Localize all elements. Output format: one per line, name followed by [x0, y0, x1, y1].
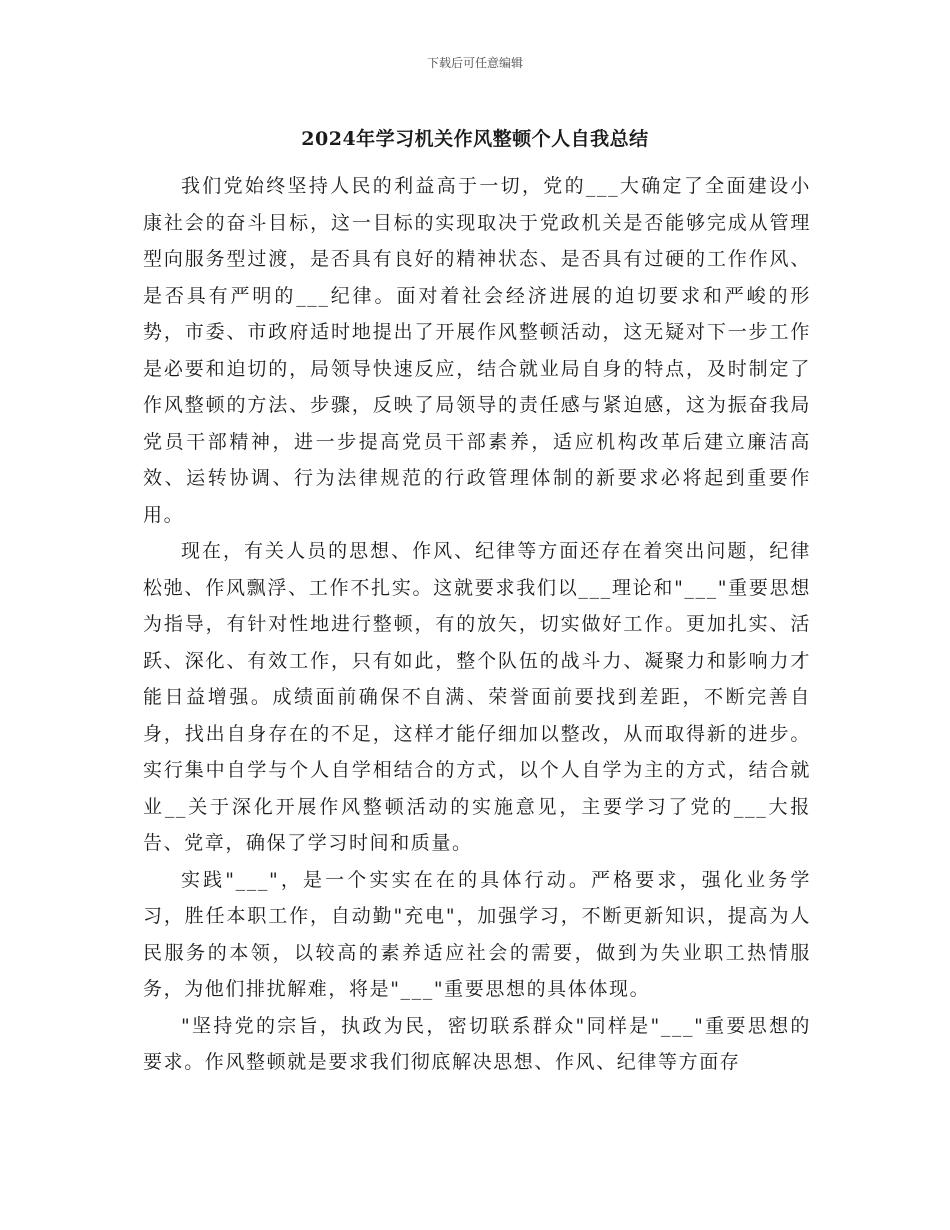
- paragraph-1: 我们党始终坚持人民的利益高于一切，党的___大确定了全面建设小康社会的奋斗目标，这一目标的实现取决于党政机关是否能够完成从管理型向服务型过渡，是否具有良好的精神状态、是否具有过硬的工作作风、是否具有严明的___纪律。面对着社会经济进展的迫切要求和严峻的形势，市委、市政府适时地提出了开展作风整顿活动，这无疑对下一步工作是必要和迫切的，局领导快速反应，结合就业局自身的特点，及时制定了作风整顿的方法、步骤，反映了局领导的责任感与紧迫感，这为振奋我局党员干部精神，进一步提高党员干部素养，适应机构改革后建立廉洁高效、运转协调、行为法律规范的行政管理体制的新要求必将起到重要作用。: [143, 175, 811, 526]
- paragraph-3: 实践"___"，是一个实实在在的具体行动。严格要求，强化业务学习，胜任本职工作，自动勤"充电"，加强学习，不断更新知识，提高为人民服务的本领，以较高的素养适应社会的需要，做到为失业职工热情服务，为他们排扰解难，将是"___"重要思想的具体体现。: [143, 868, 811, 1000]
- document-title: 2024年学习机关作风整顿个人自我总结: [301, 128, 649, 150]
- paragraph-2: 现在，有关人员的思想、作风、纪律等方面还存在着突出问题，纪律松弛、作风飘浮、工作不扎实。这就要求我们以___理论和"___"重要思想为指导，有针对性地进行整顿，有的放矢，切实做好工作。更加扎实、活跃、深化、有效工作，只有如此，整个队伍的战斗力、凝聚力和影响力才能日益增强。成绩面前确保不自满、荣誉面前要找到差距，不断完善自身，找出自身存在的不足，这样才能仔细加以整改，从而取得新的进步。实行集中自学与个人自学相结合的方式，以个人自学为主的方式，结合就业__关于深化开展作风整顿活动的实施意见，主要学习了党的___大报告、党章，确保了学习时间和质量。: [143, 540, 811, 854]
- paragraph-4: "坚持党的宗旨，执政为民，密切联系群众"同样是"___"重要思想的要求。作风整顿就是要求我们彻底解决思想、作风、纪律等方面存: [143, 1014, 811, 1073]
- page-header-note: 下载后可任意编辑: [426, 56, 523, 70]
- document-body: [143, 168, 811, 1081]
